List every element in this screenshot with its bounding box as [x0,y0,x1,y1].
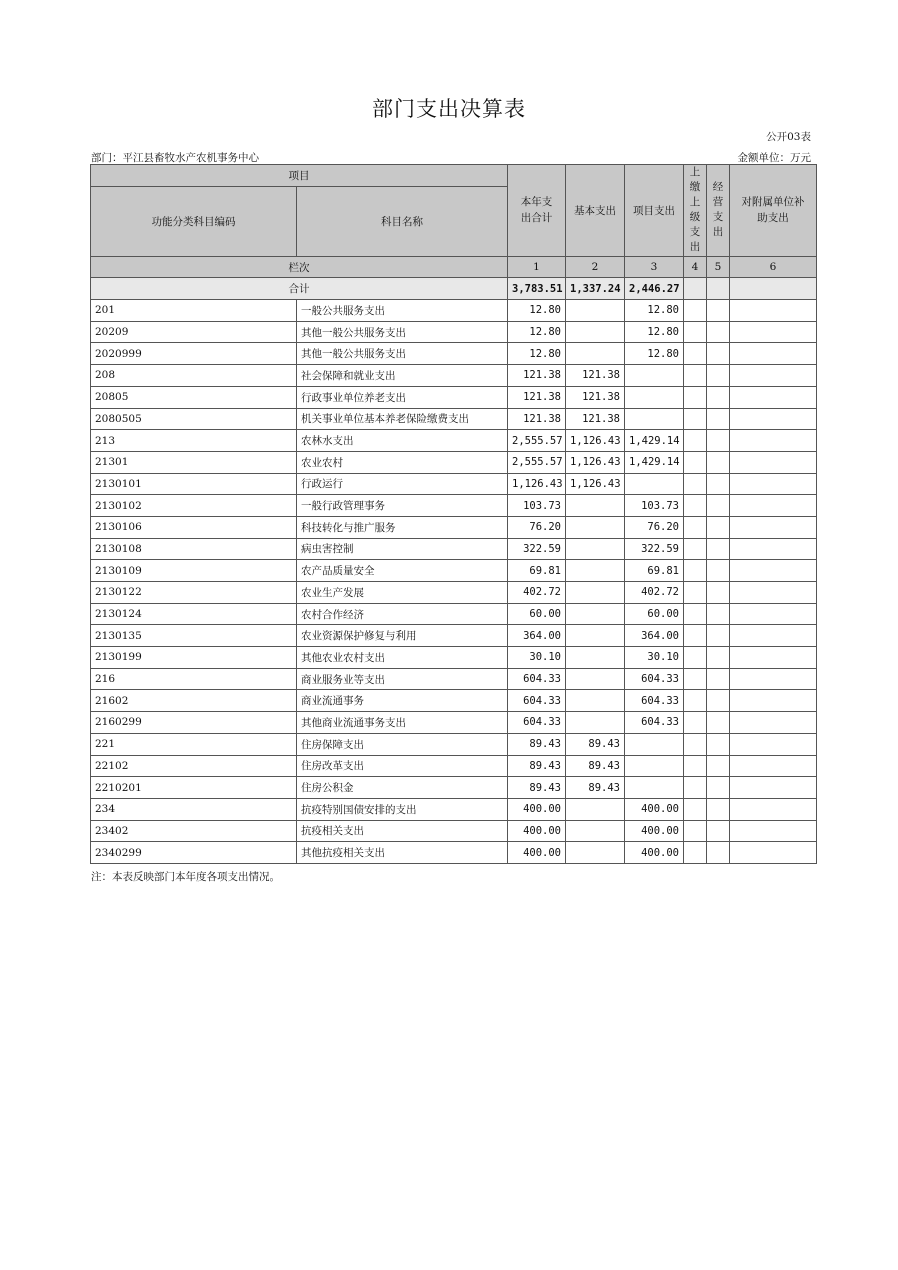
summary-project: 2,446.27 [625,278,684,300]
row-upper [684,625,707,647]
row-name: 行政事业单位养老支出 [297,386,508,408]
row-name: 住房保障支出 [297,733,508,755]
row-project: 1,429.14 [625,451,684,473]
table-row [91,300,817,322]
row-project: 400.00 [625,798,684,820]
row-total: 103.73 [508,495,566,517]
row-code: 23402 [91,820,297,842]
row-business [707,408,730,430]
row-upper [684,820,707,842]
row-basic: 1,126.43 [566,451,625,473]
header-name: 科目名称 [297,186,508,256]
table-row [91,668,817,690]
row-business [707,690,730,712]
col-num: 3 [625,256,684,278]
row-project: 12.80 [625,321,684,343]
row-upper [684,430,707,452]
row-basic [566,495,625,517]
row-project [625,777,684,799]
table-row [91,473,817,495]
row-total: 89.43 [508,755,566,777]
row-name: 农业资源保护修复与利用 [297,625,508,647]
summary-business [707,278,730,300]
header-total-text: 本年支出合计 [520,196,553,225]
row-project [625,733,684,755]
row-upper [684,365,707,387]
row-total: 604.33 [508,668,566,690]
row-subsidy [730,516,817,538]
row-code: 2130101 [91,473,297,495]
row-code: 234 [91,798,297,820]
row-upper [684,712,707,734]
row-basic: 89.43 [566,777,625,799]
row-business [707,625,730,647]
table-row [91,755,817,777]
row-basic: 89.43 [566,733,625,755]
row-business [707,582,730,604]
row-business [707,538,730,560]
row-subsidy [730,386,817,408]
row-upper [684,538,707,560]
row-business [707,516,730,538]
row-subsidy [730,365,817,387]
table-row [91,625,817,647]
header-project-expense: 项目支出 [625,165,684,257]
row-total: 400.00 [508,798,566,820]
row-basic: 121.38 [566,386,625,408]
row-upper [684,560,707,582]
row-basic [566,560,625,582]
summary-total: 3,783.51 [508,278,566,300]
table-row [91,820,817,842]
row-subsidy [730,625,817,647]
row-code: 2080505 [91,408,297,430]
row-business [707,343,730,365]
row-total: 364.00 [508,625,566,647]
col-num: 6 [730,256,817,278]
row-total: 121.38 [508,408,566,430]
row-project: 604.33 [625,668,684,690]
summary-subsidy [730,278,817,300]
row-upper [684,755,707,777]
row-upper [684,582,707,604]
header-business-text: 经营支出 [712,181,724,239]
summary-row [91,278,817,300]
row-total: 89.43 [508,733,566,755]
row-subsidy [730,560,817,582]
row-basic [566,712,625,734]
header-total [508,165,566,257]
row-code: 2160299 [91,712,297,734]
row-code: 21602 [91,690,297,712]
row-project: 604.33 [625,690,684,712]
row-subsidy [730,300,817,322]
row-basic [566,343,625,365]
row-name: 农业农村 [297,451,508,473]
header-project: 项目 [91,165,508,187]
row-basic: 89.43 [566,755,625,777]
table-row [91,516,817,538]
row-project: 12.80 [625,300,684,322]
row-basic [566,668,625,690]
row-code: 213 [91,430,297,452]
row-code: 2130108 [91,538,297,560]
row-subsidy [730,820,817,842]
row-upper [684,516,707,538]
row-business [707,473,730,495]
table-row [91,733,817,755]
row-upper [684,386,707,408]
table-row [91,343,817,365]
row-basic: 1,126.43 [566,430,625,452]
row-total: 89.43 [508,777,566,799]
row-business [707,668,730,690]
row-name: 行政运行 [297,473,508,495]
row-code: 2130199 [91,647,297,669]
row-total: 12.80 [508,300,566,322]
row-project: 604.33 [625,712,684,734]
row-subsidy [730,430,817,452]
row-business [707,733,730,755]
col-num: 1 [508,256,566,278]
row-subsidy [730,668,817,690]
row-name: 抗疫相关支出 [297,820,508,842]
header-basic: 基本支出 [566,165,625,257]
table-row [91,538,817,560]
row-total: 2,555.57 [508,430,566,452]
row-project: 60.00 [625,603,684,625]
row-basic: 1,126.43 [566,473,625,495]
row-subsidy [730,712,817,734]
row-business [707,777,730,799]
row-business [707,430,730,452]
row-upper [684,842,707,864]
row-name: 农村合作经济 [297,603,508,625]
row-basic [566,538,625,560]
row-name: 机关事业单位基本养老保险缴费支出 [297,408,508,430]
row-basic [566,582,625,604]
row-business [707,300,730,322]
row-total: 402.72 [508,582,566,604]
department-label: 部门：平江县畜牧水产农机事务中心 [91,152,259,164]
table-row [91,560,817,582]
row-upper [684,690,707,712]
row-total: 604.33 [508,690,566,712]
row-name: 农林水支出 [297,430,508,452]
header-code: 功能分类科目编码 [91,186,297,256]
row-business [707,603,730,625]
row-code: 20805 [91,386,297,408]
row-business [707,451,730,473]
header-upper-text: 上缴上级支出 [689,166,701,254]
row-name: 一般公共服务支出 [297,300,508,322]
row-total: 400.00 [508,820,566,842]
row-basic [566,300,625,322]
row-code: 2130124 [91,603,297,625]
row-upper [684,603,707,625]
row-business [707,798,730,820]
row-upper [684,733,707,755]
row-upper [684,343,707,365]
row-code: 2130109 [91,560,297,582]
row-total: 60.00 [508,603,566,625]
header-column-no: 栏次 [91,256,508,278]
row-name: 抗疫特别国债安排的支出 [297,798,508,820]
row-total: 604.33 [508,712,566,734]
row-code: 221 [91,733,297,755]
row-business [707,820,730,842]
row-subsidy [730,538,817,560]
row-name: 商业服务业等支出 [297,668,508,690]
row-subsidy [730,473,817,495]
summary-label: 合计 [91,278,508,300]
table-row [91,777,817,799]
row-total: 30.10 [508,647,566,669]
row-project: 1,429.14 [625,430,684,452]
row-name: 农业生产发展 [297,582,508,604]
row-total: 121.38 [508,365,566,387]
row-total: 76.20 [508,516,566,538]
table-row [91,712,817,734]
table-row [91,798,817,820]
row-total: 12.80 [508,321,566,343]
table-row [91,647,817,669]
table-row [91,408,817,430]
row-name: 一般行政管理事务 [297,495,508,517]
row-business [707,386,730,408]
row-upper [684,495,707,517]
row-business [707,755,730,777]
row-business [707,647,730,669]
row-upper [684,408,707,430]
row-name: 商业流通事务 [297,690,508,712]
row-code: 2020999 [91,343,297,365]
row-basic: 121.38 [566,408,625,430]
row-total: 121.38 [508,386,566,408]
row-project: 400.00 [625,842,684,864]
row-code: 22102 [91,755,297,777]
header-business [707,165,730,257]
row-subsidy [730,777,817,799]
row-subsidy [730,798,817,820]
row-subsidy [730,647,817,669]
row-subsidy [730,755,817,777]
row-code: 20209 [91,321,297,343]
row-project [625,365,684,387]
row-code: 2340299 [91,842,297,864]
row-basic [566,842,625,864]
row-basic [566,603,625,625]
row-upper [684,668,707,690]
row-subsidy [730,603,817,625]
row-subsidy [730,495,817,517]
row-name: 科技转化与推广服务 [297,516,508,538]
row-project: 364.00 [625,625,684,647]
table-row [91,603,817,625]
row-subsidy [730,408,817,430]
row-subsidy [730,582,817,604]
row-business [707,712,730,734]
row-total: 2,555.57 [508,451,566,473]
form-number: 公开03表 [766,131,811,143]
unit-label: 金额单位：万元 [737,152,811,164]
row-upper [684,473,707,495]
row-name: 住房改革支出 [297,755,508,777]
page-title: 部门支出决算表 [372,97,526,121]
row-subsidy [730,451,817,473]
row-name: 住房公积金 [297,777,508,799]
header-subsidy [730,165,817,257]
table-row [91,451,817,473]
row-subsidy [730,733,817,755]
row-total: 69.81 [508,560,566,582]
table-row [91,495,817,517]
row-project: 400.00 [625,820,684,842]
row-basic [566,798,625,820]
row-project [625,408,684,430]
row-total: 400.00 [508,842,566,864]
row-upper [684,798,707,820]
row-name: 病虫害控制 [297,538,508,560]
row-project [625,755,684,777]
table-row [91,321,817,343]
row-upper [684,321,707,343]
row-code: 21301 [91,451,297,473]
row-subsidy [730,321,817,343]
row-project: 69.81 [625,560,684,582]
header-upper [684,165,707,257]
expenditure-table [90,164,817,864]
row-project [625,386,684,408]
table-row [91,582,817,604]
row-subsidy [730,842,817,864]
row-code: 2130106 [91,516,297,538]
row-total: 12.80 [508,343,566,365]
row-code: 208 [91,365,297,387]
row-code: 2130102 [91,495,297,517]
row-business [707,321,730,343]
row-name: 农产品质量安全 [297,560,508,582]
row-basic [566,516,625,538]
row-project: 76.20 [625,516,684,538]
row-basic [566,647,625,669]
row-code: 201 [91,300,297,322]
row-upper [684,300,707,322]
row-upper [684,777,707,799]
summary-basic: 1,337.24 [566,278,625,300]
row-business [707,560,730,582]
row-subsidy [730,690,817,712]
row-name: 社会保障和就业支出 [297,365,508,387]
row-basic [566,625,625,647]
summary-upper [684,278,707,300]
table-row [91,365,817,387]
row-upper [684,451,707,473]
row-code: 216 [91,668,297,690]
row-name: 其他抗疫相关支出 [297,842,508,864]
row-code: 2210201 [91,777,297,799]
row-business [707,365,730,387]
row-upper [684,647,707,669]
row-business [707,495,730,517]
row-project: 322.59 [625,538,684,560]
row-basic [566,690,625,712]
row-project: 402.72 [625,582,684,604]
row-code: 2130135 [91,625,297,647]
row-code: 2130122 [91,582,297,604]
row-name: 其他商业流通事务支出 [297,712,508,734]
row-name: 其他一般公共服务支出 [297,321,508,343]
table-row [91,386,817,408]
row-business [707,842,730,864]
table-row [91,430,817,452]
row-total: 1,126.43 [508,473,566,495]
row-project: 103.73 [625,495,684,517]
row-subsidy [730,343,817,365]
row-project: 12.80 [625,343,684,365]
row-name: 其他农业农村支出 [297,647,508,669]
table-note: 注：本表反映部门本年度各项支出情况。 [91,871,280,883]
row-basic [566,820,625,842]
row-basic [566,321,625,343]
table-row [91,690,817,712]
table-row [91,842,817,864]
row-project [625,473,684,495]
row-name: 其他一般公共服务支出 [297,343,508,365]
row-total: 322.59 [508,538,566,560]
col-num: 5 [707,256,730,278]
header-subsidy-text: 对附属单位补助支出 [741,196,805,225]
row-basic: 121.38 [566,365,625,387]
row-project: 30.10 [625,647,684,669]
col-num: 2 [566,256,625,278]
col-num: 4 [684,256,707,278]
